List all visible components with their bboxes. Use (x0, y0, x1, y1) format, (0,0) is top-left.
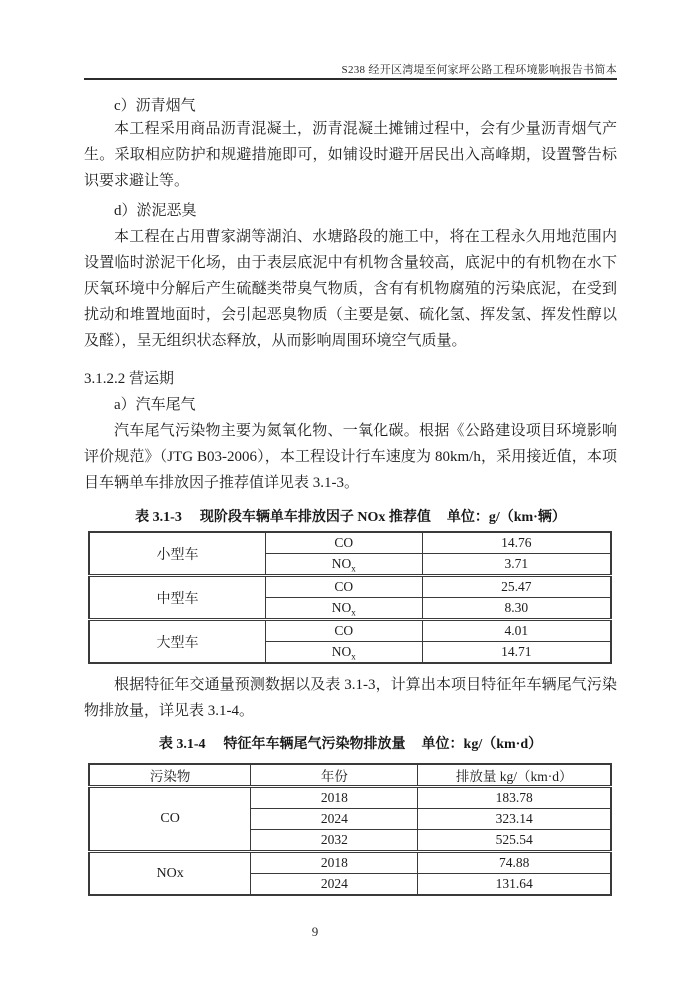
year-cell: 2018 (251, 852, 418, 874)
col-header-year: 年份 (251, 764, 418, 787)
table-3-1-4-caption: 特征年车辆尾气污染物排放量 (223, 737, 406, 752)
paragraph-sludge-odor: 本工程在占用曹家湖等湖泊、水塘路段的施工中，将在工程永久用地范围内设置临时淤泥干化场，由于表层底泥中有机物含量较高，底泥中的有机物在水下厌氧环境中分解后产生硫醚类带臭气物质，含有有机物腐殖的污染底泥，在受到扰动和堆置地面时，会引起恶臭物质（主要是氨、硫化氢、挥发氢、挥发性醇以及醛），呈无组织状态释放，从而影响周围环境空气质量。 (84, 229, 617, 349)
value-cell: 323.14 (418, 809, 611, 830)
table-3-1-3-caption: 现阶段车辆单车排放因子 NOx 推荐值 (199, 510, 431, 525)
page-number: 9 (311, 924, 319, 939)
col-header-pollutant: 污染物 (89, 764, 251, 787)
pollutant-category-cell: NOx (89, 852, 251, 896)
year-cell: 2024 (251, 809, 418, 830)
table-3-1-4-unit: 单位：kg/（km·d） (421, 737, 543, 752)
pollutant-category-cell: CO (89, 787, 251, 852)
header-rule (84, 78, 617, 80)
value-cell: 14.76 (422, 532, 611, 554)
pollutant-label: CO (334, 623, 354, 638)
table-row (89, 852, 611, 874)
table-3-1-3 (88, 531, 612, 664)
year-cell: 2032 (251, 830, 418, 852)
pollutant-label: NO (331, 600, 352, 615)
value-cell: 3.71 (422, 554, 611, 576)
table-header-row (89, 764, 611, 787)
vehicle-category-cell: 中型车 (89, 576, 265, 620)
table-3-1-4-label: 表 3.1-4 (158, 737, 206, 752)
value-cell: 525.54 (418, 830, 611, 852)
table-3-1-3-unit: 单位：g/（km·辆） (446, 510, 566, 525)
table-row (89, 532, 611, 554)
year-cell: 2024 (251, 874, 418, 896)
table-3-1-4 (88, 763, 612, 896)
vehicle-category-cell: 小型车 (89, 532, 265, 576)
value-cell: 183.78 (418, 787, 611, 809)
page-header-title: S238 经开区湾堤至何家坪公路工程环境影响报告书简本 (341, 64, 617, 76)
table-3-1-3-label: 表 3.1-3 (135, 510, 182, 525)
pollutant-label: CO (334, 579, 354, 594)
table-row (89, 787, 611, 809)
pollutant-cell (265, 532, 422, 554)
section-heading-a: a）汽车尾气 (114, 397, 196, 413)
pollutant-cell (265, 598, 422, 620)
col-header-emission: 排放量 kg/（km·d） (418, 764, 611, 787)
table-row (89, 576, 611, 598)
value-cell: 25.47 (422, 576, 611, 598)
table-3-1-3-title (84, 510, 617, 526)
section-heading-d: d）淤泥恶臭 (114, 203, 197, 219)
value-cell: 8.30 (422, 598, 611, 620)
pollutant-cell (265, 620, 422, 642)
pollutant-cell (265, 576, 422, 598)
pollutant-cell (265, 554, 422, 576)
section-heading-c: c）沥青烟气 (114, 98, 196, 114)
year-cell: 2018 (251, 787, 418, 809)
section-heading-3-1-2-2: 3.1.2.2 营运期 (84, 371, 175, 387)
value-cell: 4.01 (422, 620, 611, 642)
pollutant-subscript: x (351, 563, 356, 574)
value-cell: 131.64 (418, 874, 611, 896)
paragraph-asphalt-fume: 本工程采用商品沥青混凝土，沥青混凝土摊铺过程中，会有少量沥青烟气产生。采取相应防护和规避措施即可，如铺设时避开居民出入高峰期，设置警告标识要求避让等。 (84, 121, 617, 189)
vehicle-category-cell: 大型车 (89, 620, 265, 664)
value-cell: 14.71 (422, 642, 611, 664)
pollutant-label: CO (334, 535, 354, 550)
paragraph-emission-calc: 根据特征年交通量预测数据以及表 3.1-3，计算出本项目特征年车辆尾气污染物排放量，详见表 3.1-4。 (84, 677, 617, 719)
pollutant-cell (265, 642, 422, 664)
pollutant-label: NO (331, 644, 352, 659)
paragraph-vehicle-exhaust: 汽车尾气污染物主要为氮氧化物、一氧化碳。根据《公路建设项目环境影响评价规范》（JTG B03-2006），本工程设计行车速度为 80km/h，采用接近值，本项目车辆单车排放因子推荐值详见表 3.1-3。 (84, 423, 617, 491)
table-3-1-4-title (84, 737, 617, 753)
pollutant-subscript: x (351, 607, 356, 618)
pollutant-label: NO (331, 556, 352, 571)
value-cell: 74.88 (418, 852, 611, 874)
table-row (89, 620, 611, 642)
pollutant-subscript: x (351, 651, 356, 662)
